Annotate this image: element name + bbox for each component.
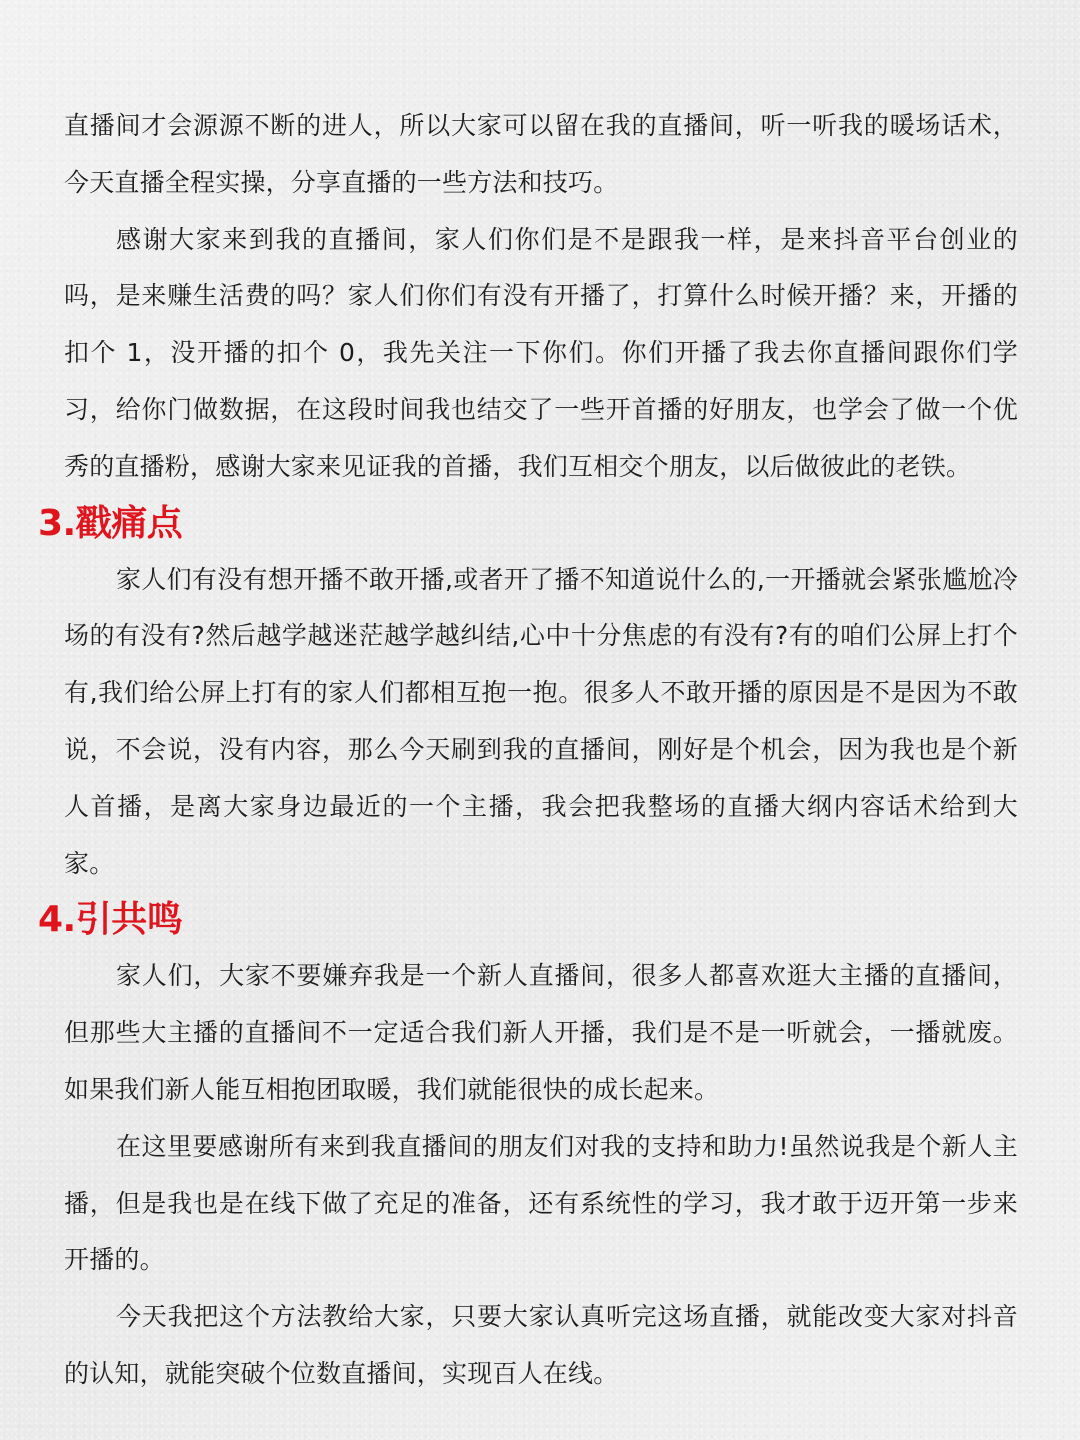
section-heading-pain-points: 3.戳痛点 (38, 502, 183, 544)
paragraph-method: 今天我把这个方法教给大家，只要大家认真听完这场直播，就能改变大家对抖音的认知，就能突破个位数直播间，实现百人在线。 (64, 1302, 1018, 1388)
paragraph-thanks: 感谢大家来到我的直播间，家人们你们是不是跟我一样，是来抖音平台创业的吗，是来赚生活费的吗？家人们你们有没有开播了，打算什么时候开播？来，开播的扣个 1，没开播的扣个 0，我先关注一下你们。你们开播了我去你直播间跟你们学习，给你门做数据，在这段时间我也结交了一些开首播的好朋友，也学会了做一个优秀的直播粉，感谢大家来见证我的首播，我们互相交个朋友，以后做彼此的老铁。 (64, 224, 1018, 481)
document-page (38, 98, 1018, 1403)
paragraph-gratitude: 在这里要感谢所有来到我直播间的朋友们对我的支持和助力!虽然说我是个新人主播，但是我也是在线下做了充足的准备，还有系统性的学习，我才敢于迈开第一步来开播的。 (64, 1131, 1018, 1275)
paragraph-resonance: 家人们，大家不要嫌弃我是一个新人直播间，很多人都喜欢逛大主播的直播间，但那些大主播的直播间不一定适合我们新人开播，我们是不是一听就会，一播就废。如果我们新人能互相抱团取暖，我们就能很快的成长起来。 (64, 961, 1018, 1104)
section-heading-resonance: 4.引共鸣 (38, 899, 183, 941)
paragraph-pain-points: 家人们有没有想开播不敢开播,或者开了播不知道说什么的,一开播就会紧张尴尬冷场的有没有?然后越学越迷茫越学越纠结,心中十分焦虑的有没有?有的咱们公屏上打个有,我们给公屏上打有的家人们都相互抱一抱。很多人不敢开播的原因是不是因为不敢说，不会说，没有内容，那么今天刷到我的直播间，刚好是个机会，因为我也是个新人首播，是离大家身边最近的一个主播，我会把我整场的直播大纲内容话术给到大家。 (64, 564, 1018, 878)
paragraph-intro-continued: 直播间才会源源不断的进人，所以大家可以留在我的直播间，听一听我的暖场话术，今天直播全程实操，分享直播的一些方法和技巧。 (64, 111, 1018, 197)
